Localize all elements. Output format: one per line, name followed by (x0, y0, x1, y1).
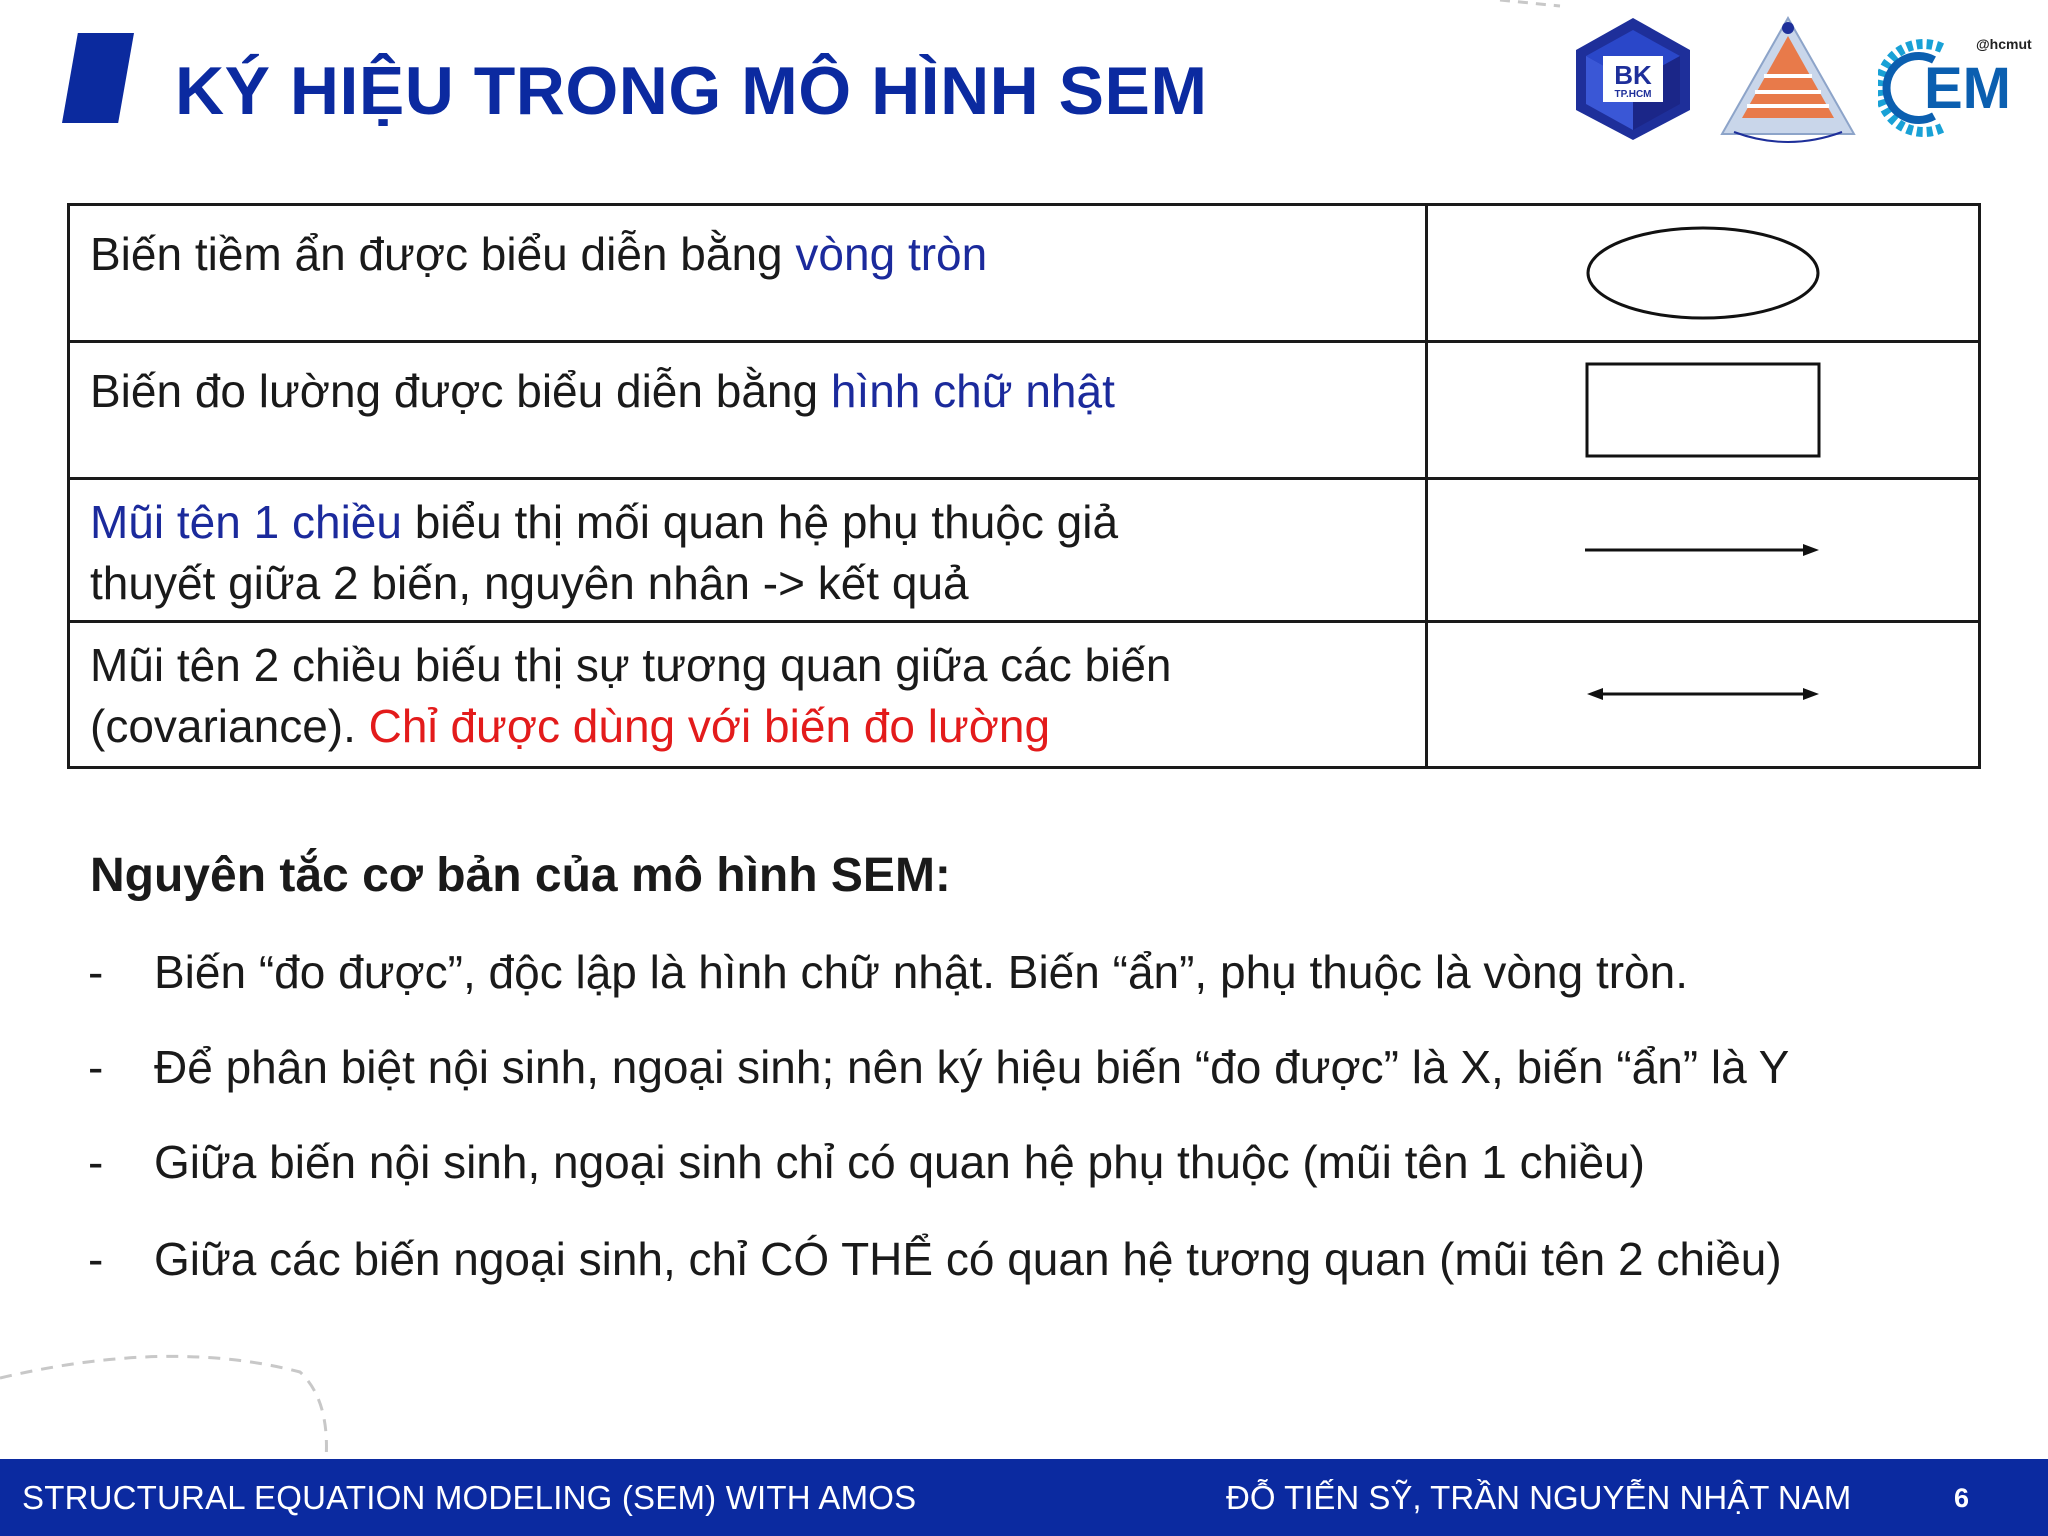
bullet-dash: - (88, 1136, 104, 1188)
latent-variable-description: Biến tiềm ẩn được biểu diễn bằng vòng tròn (69, 205, 1427, 342)
two-way-arrow-description: Mũi tên 2 chiều biếu thị sự tương quan giữa các biến (covariance). Chỉ được dùng với biến đo lường (69, 621, 1427, 767)
list-item: - Biến “đo được”, độc lập là hình chữ nhật. Biến “ẩn”, phụ thuộc là vòng tròn. (88, 942, 1960, 1003)
svg-text:BK: BK (1614, 60, 1652, 90)
sem-symbols-table (67, 203, 1981, 769)
list-item: - Giữa biến nội sinh, ngoại sinh chỉ có quan hệ phụ thuộc (mũi tên 1 chiều) (88, 1132, 1960, 1193)
table-row (69, 621, 1980, 767)
one-way-arrow-name: Mũi tên 1 chiều (90, 496, 402, 549)
latent-symbol-cell (1427, 205, 1980, 342)
civil-engineering-faculty-logo (1718, 14, 1858, 148)
table-row (69, 205, 1980, 342)
one-way-arrow-description: Mũi tên 1 chiều biểu thị mối quan hệ phụ thuộc giả thuyết giữa 2 biến, nguyên nhân -> kết quả (69, 479, 1427, 621)
footer-bar (0, 1459, 2048, 1536)
bullet-dash: - (88, 1233, 104, 1285)
one-way-arrow-icon (1583, 535, 1823, 565)
principles-heading: Nguyên tắc cơ bản của mô hình SEM: (90, 849, 951, 902)
bullet-dash: - (88, 1041, 104, 1093)
two-way-arrow-icon (1583, 679, 1823, 709)
footer-course-title: STRUCTURAL EQUATION MODELING (SEM) WITH AMOS (22, 1479, 917, 1516)
svg-text:EM: EM (1924, 56, 2011, 121)
observed-shape-name: hình chữ nhật (830, 365, 1115, 418)
svg-text:TP.HCM: TP.HCM (1614, 89, 1652, 100)
two-way-arrow-cell (1427, 621, 1980, 767)
observed-symbol-cell (1427, 342, 1980, 479)
one-way-arrow-cell (1427, 479, 1980, 621)
title-accent-bar (62, 33, 134, 123)
cem-handle-tag: @hcmut (1976, 36, 2032, 52)
bullet-dash: - (88, 946, 104, 998)
observed-variable-description: Biến đo lường được biểu diễn bằng hình chữ nhật (69, 342, 1427, 479)
list-item: - Giữa các biến ngoại sinh, chỉ CÓ THỂ có quan hệ tương quan (mũi tên 2 chiều) (88, 1229, 1960, 1290)
principles-list (88, 942, 1960, 1290)
table-row (69, 342, 1980, 479)
page-number: 6 (1954, 1483, 1970, 1513)
bk-university-logo (1568, 16, 1698, 142)
ellipse-icon (1583, 223, 1823, 323)
latent-shape-name: vòng tròn (795, 228, 988, 280)
list-item: - Để phân biệt nội sinh, ngoại sinh; nên ký hiệu biến “đo được” là X, biến “ẩn” là Y (88, 1037, 1960, 1098)
page-title: KÝ HIỆU TRONG MÔ HÌNH SEM (175, 53, 1208, 129)
covariance-warning: Chỉ được dùng với biến đo lường (368, 699, 1051, 752)
rectangle-icon (1583, 360, 1823, 460)
footer-authors: ĐỖ TIẾN SỸ, TRẦN NGUYỄN NHẬT NAM (1226, 1479, 1852, 1516)
table-row (69, 479, 1980, 621)
